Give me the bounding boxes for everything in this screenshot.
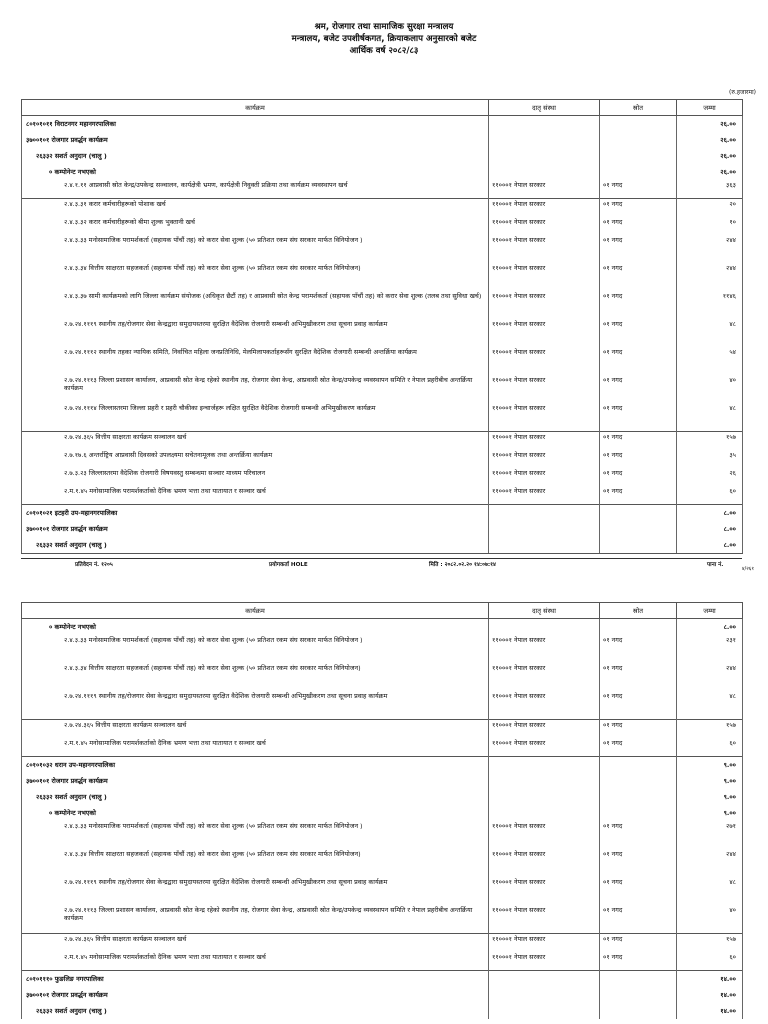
report-user: प्रयोगकर्ता HOLE	[269, 562, 308, 568]
table-row	[22, 263, 743, 291]
table-row	[22, 757, 743, 774]
donor-cell	[489, 987, 600, 1003]
program-cell: २.७.२४.१११३ जिल्ला प्रशासन कार्यालय, आप्रवासी स्रोत केन्द्र रहेको स्थानीय तह, रोजगार सेवा केन्द्र, आप्रवासी स्रोत केन्द्र/उपकेन्द्र व्यवस्थापन समिति र नेपाल प्रहरीबीच अन्तर्क्रिया कार्यक्रम	[22, 375, 489, 403]
program-cell: ८०१०१०११ विराटनगर महानगरपालिका	[22, 116, 489, 133]
donor-cell: ११०००१ नेपाल सरकार	[489, 319, 600, 347]
column-header-source: स्रोत	[600, 100, 677, 116]
program-cell: २६३३२ सशर्त अनुदान (चालु )	[22, 537, 489, 554]
donor-cell: ११०००१ नेपाल सरकार	[489, 403, 600, 432]
donor-cell	[489, 757, 600, 774]
donor-cell: ११०००१ नेपाल सरकार	[489, 217, 600, 235]
table-row	[22, 934, 743, 953]
amount-cell: ४०	[677, 905, 743, 934]
table-row	[22, 132, 743, 148]
donor-cell: ११०००१ नेपाल सरकार	[489, 486, 600, 505]
source-cell: ०१ नगद	[600, 450, 677, 468]
program-cell: २.७.२४.१११३ जिल्ला प्रशासन कार्यालय, आप्रवासी स्रोत केन्द्र रहेको स्थानीय तह, रोजगार सेवा केन्द्र, आप्रवासी स्रोत केन्द्र/उपकेन्द्र व्यवस्थापन समिति र नेपाल प्रहरीबीच अन्तर्क्रिया कार्यक्रम	[22, 905, 489, 934]
table-header-row	[22, 100, 743, 116]
amount-cell: ९.००	[677, 773, 743, 789]
source-cell	[600, 805, 677, 821]
program-cell: ८०१०१०२१ इटहरी उप-महानगरपालिका	[22, 505, 489, 522]
program-cell: २.४.३.३३ मनोसामाजिक परामर्शकर्ता (सहायक पाँचौं तह) को करार सेवा शुल्क (५० प्रतिशत रकम संघ सरकार मार्फत विनियोजन )	[22, 235, 489, 263]
table-row	[22, 235, 743, 263]
table-row	[22, 773, 743, 789]
donor-cell	[489, 1003, 600, 1019]
table-body	[22, 116, 743, 554]
program-cell: ० कम्पोनेन्ट नभएको	[22, 619, 489, 636]
donor-cell	[489, 537, 600, 554]
donor-cell: ११०००१ नेपाल सरकार	[489, 468, 600, 486]
program-cell: ८०१०१०३२ धरान उप-महानगरपालिका	[22, 757, 489, 774]
source-cell: ०१ नगद	[600, 663, 677, 691]
program-cell: २.७.२४.३६५ वित्तीय साक्षरता कार्यक्रम सञ्चालन खर्च	[22, 720, 489, 739]
table-row	[22, 821, 743, 849]
amount-cell: २६.००	[677, 116, 743, 133]
source-cell: ०१ नगद	[600, 291, 677, 319]
table-row	[22, 877, 743, 905]
amount-cell: ८.००	[677, 619, 743, 636]
program-cell: २.७.२४.३६५ वित्तीय साक्षरता कार्यक्रम सञ्चालन खर्च	[22, 432, 489, 451]
table-row	[22, 663, 743, 691]
table-row	[22, 468, 743, 486]
donor-cell	[489, 773, 600, 789]
program-cell: २.४.३.३३ मनोसामाजिक परामर्शकर्ता (सहायक पाँचौं तह) को करार सेवा शुल्क (५० प्रतिशत रकम संघ सरकार मार्फत विनियोजन )	[22, 635, 489, 663]
source-cell: ०१ नगद	[600, 691, 677, 720]
amount-cell: ८.००	[677, 521, 743, 537]
amount-cell: २६.००	[677, 132, 743, 148]
report-number: प्रतिवेदन नं. १२०५	[75, 562, 113, 568]
table-row	[22, 319, 743, 347]
amount-cell: ३५	[677, 450, 743, 468]
amount-cell: ११४६	[677, 291, 743, 319]
table-row	[22, 691, 743, 720]
amount-cell: २६	[677, 468, 743, 486]
table-row	[22, 505, 743, 522]
table-row	[22, 450, 743, 468]
table-row	[22, 720, 743, 739]
amount-cell: ६०	[677, 486, 743, 505]
column-header-total: जम्मा	[677, 100, 743, 116]
source-cell: ०१ नगद	[600, 217, 677, 235]
donor-cell: ११०००१ नेपाल सरकार	[489, 691, 600, 720]
column-header-program: कार्यक्रम	[22, 100, 489, 116]
amount-cell: १५७	[677, 720, 743, 739]
source-cell: ०१ नगद	[600, 849, 677, 877]
program-cell: २.म.१.४५ मनोसामाजिक परामर्शकर्ताको दैनिक भ्रमण भत्ता तथा यातायात र सञ्चार खर्च	[22, 738, 489, 757]
amount-cell: ६०	[677, 738, 743, 757]
donor-cell: ११०००१ नेपाल सरकार	[489, 263, 600, 291]
ministry-title: श्रम, रोजगार तथा सामाजिक सुरक्षा मन्त्रालय	[314, 22, 454, 32]
donor-cell: ११०००१ नेपाल सरकार	[489, 291, 600, 319]
page-number: ४/२६१	[741, 566, 754, 572]
source-cell: ०१ नगद	[600, 347, 677, 375]
donor-cell: ११०००१ नेपाल सरकार	[489, 952, 600, 971]
table-row	[22, 987, 743, 1003]
program-cell: २६३३२ सशर्त अनुदान (चालु )	[22, 148, 489, 164]
table-row	[22, 537, 743, 554]
table-row	[22, 116, 743, 133]
table-row	[22, 521, 743, 537]
program-cell: २.७.२४.३६५ वित्तीय साक्षरता कार्यक्रम सञ्चालन खर्च	[22, 934, 489, 953]
source-cell: ०१ नगद	[600, 375, 677, 403]
program-cell: ३७००१०१ रोजगार प्रवर्द्धन कार्यक्रम	[22, 987, 489, 1003]
source-cell: ०१ नगद	[600, 199, 677, 218]
amount-cell: ४८	[677, 877, 743, 905]
source-cell: ०१ नगद	[600, 235, 677, 263]
source-cell	[600, 537, 677, 554]
program-cell: २.म.१.४५ मनोसामाजिक परामर्शकर्ताको दैनिक भ्रमण भत्ता तथा यातायात र सञ्चार खर्च	[22, 486, 489, 505]
amount-cell: २०	[677, 199, 743, 218]
program-cell: २.४.३.३१ करार कर्मचारीहरूको पोशाक खर्च	[22, 199, 489, 218]
amount-cell: ४८	[677, 691, 743, 720]
source-cell	[600, 987, 677, 1003]
source-cell	[600, 757, 677, 774]
amount-cell: ९.००	[677, 757, 743, 774]
donor-cell	[489, 619, 600, 636]
program-cell: २.४.३.३४ वित्तीय साक्षरता सहजकर्ता (सहायक पाँचौं तह) को करार सेवा शुल्क (५० प्रतिशत रकम संघ सरकार मार्फत विनियोजन)	[22, 263, 489, 291]
amount-cell: २७१	[677, 821, 743, 849]
program-cell: २.७.२४.१११४ जिल्लास्तरमा जिल्ला प्रहरी र प्रहरी चौकीका इन्चार्जहरू लक्षित सुरक्षित वैदेशिक रोजगारी सम्बन्धी अभिमुखीकरण कार्यक्रम	[22, 403, 489, 432]
source-cell: ०१ नगद	[600, 635, 677, 663]
program-cell: २.४.३.३४ वित्तीय साक्षरता सहजकर्ता (सहायक पाँचौं तह) को करार सेवा शुल्क (५० प्रतिशत रकम संघ सरकार मार्फत विनियोजन)	[22, 849, 489, 877]
table-row	[22, 432, 743, 451]
donor-cell: ११०००१ नेपाल सरकार	[489, 934, 600, 953]
amount-cell: २४४	[677, 663, 743, 691]
program-cell: ० कम्पोनेन्ट नभएको	[22, 164, 489, 180]
column-header-program: कार्यक्रम	[22, 603, 489, 619]
program-cell: ३७००१०१ रोजगार प्रवर्द्धन कार्यक्रम	[22, 773, 489, 789]
program-cell: २.७.२४.१११२ स्थानीय तहका न्यायिक समिति, निर्वाचित महिला जनप्रतिनिधि, मेलमिलापकर्ताहरूसँग सुरक्षित वैदेशिक रोजगारी सम्बन्धी अन्तर्क्रिया कार्यक्रम	[22, 347, 489, 375]
amount-cell: १४.००	[677, 971, 743, 988]
donor-cell	[489, 132, 600, 148]
source-cell: ०१ नगद	[600, 720, 677, 739]
donor-cell: ११०००१ नेपाल सरकार	[489, 738, 600, 757]
amount-cell: ८.००	[677, 505, 743, 522]
donor-cell: ११०००१ नेपाल सरकार	[489, 235, 600, 263]
page-footer	[21, 558, 742, 568]
source-cell	[600, 971, 677, 988]
source-cell: ०१ नगद	[600, 952, 677, 971]
source-cell	[600, 164, 677, 180]
donor-cell: ११०००१ नेपाल सरकार	[489, 663, 600, 691]
amount-cell: २४४	[677, 235, 743, 263]
source-cell	[600, 619, 677, 636]
donor-cell: ११०००१ नेपाल सरकार	[489, 450, 600, 468]
amount-cell: ९.००	[677, 805, 743, 821]
amount-cell: ८.००	[677, 537, 743, 554]
column-header-donor: दातृ संस्था	[489, 603, 600, 619]
report-subtitle: मन्त्रालय, बजेट उपशीर्षकगत, क्रियाकलाप अनुसारको बजेट	[291, 34, 477, 44]
program-cell: २.४.१.११ आप्रवासी स्रोत केन्द्र/उपकेन्द्र सञ्चालन, कार्यक्षेत्री भ्रमण, कार्यक्षेत्री निवुक्ती प्रक्रिया तथा कार्यक्रम व्यवस्थापन खर्च	[22, 180, 489, 199]
donor-cell: ११०००१ नेपाल सरकार	[489, 635, 600, 663]
source-cell: ०१ नगद	[600, 263, 677, 291]
donor-cell: ११०००१ नेपाल सरकार	[489, 199, 600, 218]
program-cell: २.७.२४.१११९ स्थानीय तह/रोजगार सेवा केन्द्रद्वारा समुदायस्तरमा सुरक्षित वैदेशिक रोजगारी सम्बन्धी अभिमुखीकरण तथा सूचना प्रवाह कार्यक्रम	[22, 877, 489, 905]
budget-table-page-2	[21, 602, 743, 1019]
amount-cell: १५७	[677, 934, 743, 953]
table-row	[22, 635, 743, 663]
source-cell: ०१ नगद	[600, 180, 677, 199]
table-row	[22, 217, 743, 235]
amount-cell: ४८	[677, 319, 743, 347]
donor-cell	[489, 164, 600, 180]
amount-cell: १५७	[677, 432, 743, 451]
table-row	[22, 164, 743, 180]
table-body	[22, 619, 743, 1020]
source-cell: ०१ नगद	[600, 905, 677, 934]
table-row	[22, 789, 743, 805]
donor-cell	[489, 805, 600, 821]
donor-cell	[489, 521, 600, 537]
program-cell: २.४.३.३७ सामी कार्यक्रमको लागि जिल्ला कार्यक्रम संयोजक (अधिकृत छैटौं तह) र आप्रवासी स्रोत केन्द्र परामर्शकर्ता (सहायक पाँचौं तह) को करार सेवा शुल्क (तलब तथा सुविधा खर्च)	[22, 291, 489, 319]
source-cell: ०१ नगद	[600, 738, 677, 757]
budget-table-page-1	[21, 99, 743, 554]
column-header-source: स्रोत	[600, 603, 677, 619]
program-cell: २.४.३.३४ वित्तीय साक्षरता सहजकर्ता (सहायक पाँचौं तह) को करार सेवा शुल्क (५० प्रतिशत रकम संघ सरकार मार्फत विनियोजन)	[22, 663, 489, 691]
source-cell: ०१ नगद	[600, 821, 677, 849]
amount-cell: ३६३	[677, 180, 743, 199]
amount-cell: २३१	[677, 635, 743, 663]
donor-cell	[489, 789, 600, 805]
program-cell: २.७.१७.६ अन्तर्राष्ट्रिय आप्रवासी दिवसको उपलक्ष्यमा सचेतनामूलक तथा अन्तर्क्रिया कार्यक्रम	[22, 450, 489, 468]
donor-cell: ११०००१ नेपाल सरकार	[489, 821, 600, 849]
program-cell: ८०१०१११० फुङलिङ नगरपालिका	[22, 971, 489, 988]
source-cell	[600, 789, 677, 805]
donor-cell: ११०००१ नेपाल सरकार	[489, 432, 600, 451]
source-cell	[600, 148, 677, 164]
amount-cell: ६०	[677, 952, 743, 971]
donor-cell: ११०००१ नेपाल सरकार	[489, 849, 600, 877]
table-row	[22, 971, 743, 988]
source-cell	[600, 132, 677, 148]
print-date: मिति : २०८२.०२.२० १४:०७:१४	[429, 562, 496, 568]
amount-cell: २६.००	[677, 164, 743, 180]
table-row	[22, 347, 743, 375]
program-cell: ३७००१०१ रोजगार प्रवर्द्धन कार्यक्रम	[22, 521, 489, 537]
page-label: पाना नं.	[707, 562, 724, 568]
table-row	[22, 486, 743, 505]
fiscal-year: आर्थिक वर्ष २०८२/८३	[349, 46, 419, 56]
source-cell: ०१ नगद	[600, 486, 677, 505]
table-row	[22, 738, 743, 757]
source-cell: ०१ नगद	[600, 432, 677, 451]
source-cell: ०१ नगद	[600, 877, 677, 905]
source-cell	[600, 1003, 677, 1019]
source-cell: ०१ नगद	[600, 468, 677, 486]
amount-cell: १४.००	[677, 1003, 743, 1019]
program-cell: २६३३२ सशर्त अनुदान (चालु )	[22, 789, 489, 805]
currency-unit: (रु.हजारमा)	[729, 89, 756, 96]
donor-cell: ११०००१ नेपाल सरकार	[489, 905, 600, 934]
donor-cell: ११०००१ नेपाल सरकार	[489, 347, 600, 375]
table-row	[22, 148, 743, 164]
amount-cell: २४४	[677, 849, 743, 877]
donor-cell	[489, 148, 600, 164]
amount-cell: २६.००	[677, 148, 743, 164]
amount-cell: १४.००	[677, 987, 743, 1003]
source-cell: ०१ नगद	[600, 934, 677, 953]
program-cell: २.४.३.३३ मनोसामाजिक परामर्शकर्ता (सहायक पाँचौं तह) को करार सेवा शुल्क (५० प्रतिशत रकम संघ सरकार मार्फत विनियोजन )	[22, 821, 489, 849]
program-cell: २.७.२४.१११९ स्थानीय तह/रोजगार सेवा केन्द्रद्वारा समुदायस्तरमा सुरक्षित वैदेशिक रोजगारी सम्बन्धी अभिमुखीकरण तथा सूचना प्रवाह कार्यक्रम	[22, 319, 489, 347]
amount-cell: १०	[677, 217, 743, 235]
table-header-row	[22, 603, 743, 619]
column-header-total: जम्मा	[677, 603, 743, 619]
donor-cell: ११०००१ नेपाल सरकार	[489, 375, 600, 403]
donor-cell	[489, 971, 600, 988]
program-cell: ० कम्पोनेन्ट नभएको	[22, 805, 489, 821]
amount-cell: ४८	[677, 403, 743, 432]
amount-cell: ५४	[677, 347, 743, 375]
amount-cell: ९.००	[677, 789, 743, 805]
table-row	[22, 952, 743, 971]
program-cell: २.७.२४.१११९ स्थानीय तह/रोजगार सेवा केन्द्रद्वारा समुदायस्तरमा सुरक्षित वैदेशिक रोजगारी सम्बन्धी अभिमुखीकरण तथा सूचना प्रवाह कार्यक्रम	[22, 691, 489, 720]
table-row	[22, 199, 743, 218]
source-cell: ०१ नगद	[600, 319, 677, 347]
program-cell: २.७.३.२३ जिल्लास्तरमा वैदेशिक रोजगारी विषयवस्तु सम्बन्धमा सञ्चार माध्यम परिचालन	[22, 468, 489, 486]
source-cell	[600, 505, 677, 522]
program-cell: ३७००१०१ रोजगार प्रवर्द्धन कार्यक्रम	[22, 132, 489, 148]
program-cell: २.४.३.३२ करार कर्मचारीहरूको बीमा शुल्क भुक्तानी खर्च	[22, 217, 489, 235]
table-row	[22, 1003, 743, 1019]
donor-cell	[489, 505, 600, 522]
amount-cell: २४४	[677, 263, 743, 291]
source-cell	[600, 521, 677, 537]
donor-cell: ११०००१ नेपाल सरकार	[489, 720, 600, 739]
table-row	[22, 619, 743, 636]
table-row	[22, 905, 743, 934]
source-cell	[600, 773, 677, 789]
table-row	[22, 805, 743, 821]
donor-cell: ११०००१ नेपाल सरकार	[489, 877, 600, 905]
amount-cell: ४०	[677, 375, 743, 403]
source-cell: ०१ नगद	[600, 403, 677, 432]
program-cell: २.म.१.४५ मनोसामाजिक परामर्शकर्ताको दैनिक भ्रमण भत्ता तथा यातायात र सञ्चार खर्च	[22, 952, 489, 971]
program-cell: २६३३२ सशर्त अनुदान (चालु )	[22, 1003, 489, 1019]
donor-cell	[489, 116, 600, 133]
table-row	[22, 849, 743, 877]
table-row	[22, 291, 743, 319]
column-header-donor: दातृ संस्था	[489, 100, 600, 116]
donor-cell: ११०००१ नेपाल सरकार	[489, 180, 600, 199]
table-row	[22, 180, 743, 199]
table-row	[22, 375, 743, 403]
table-row	[22, 403, 743, 432]
source-cell	[600, 116, 677, 133]
